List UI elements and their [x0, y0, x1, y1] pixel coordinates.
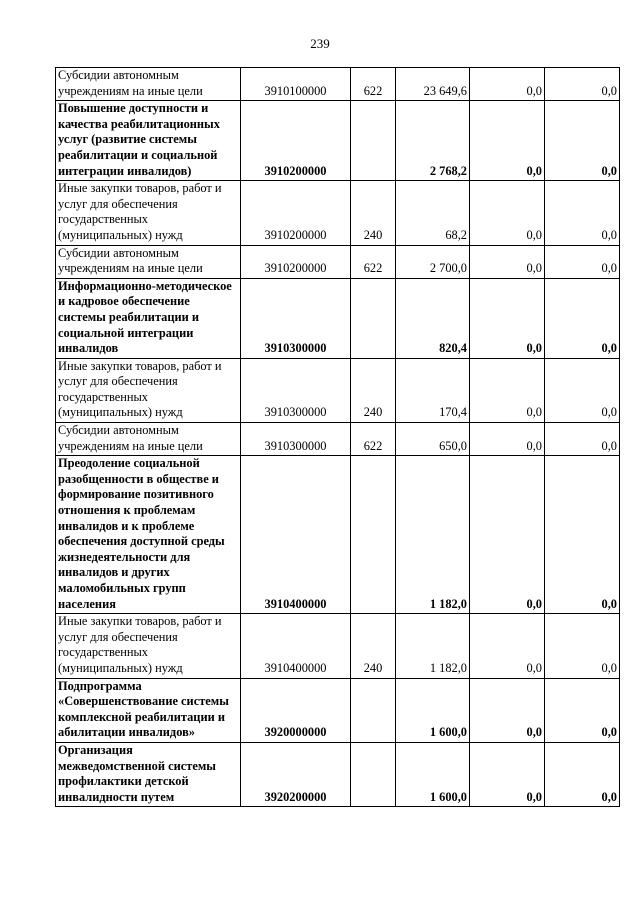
row-value-3: 0,0	[545, 278, 620, 358]
budget-table-body	[56, 68, 620, 807]
row-code: 3910400000	[241, 456, 351, 614]
row-value-2: 0,0	[470, 358, 545, 422]
table-row	[56, 181, 620, 245]
row-value-1: 68,2	[396, 181, 470, 245]
row-code: 3910100000	[241, 68, 351, 101]
row-value-3: 0,0	[545, 181, 620, 245]
row-value-1: 23 649,6	[396, 68, 470, 101]
row-value-2: 0,0	[470, 101, 545, 181]
row-value-3: 0,0	[545, 678, 620, 742]
row-value-1: 820,4	[396, 278, 470, 358]
row-value-1: 650,0	[396, 423, 470, 456]
row-name: Повышение доступности и качества реабилитационных услуг (развитие системы реабилитации и социальной интеграции инвалидов)	[56, 101, 241, 181]
row-expense-kind: 622	[351, 423, 396, 456]
row-value-3: 0,0	[545, 614, 620, 678]
row-value-1: 2 768,2	[396, 101, 470, 181]
row-value-1: 170,4	[396, 358, 470, 422]
row-code: 3910300000	[241, 358, 351, 422]
table-row	[56, 358, 620, 422]
row-expense-kind: 240	[351, 614, 396, 678]
row-name: Субсидии автономным учреждениям на иные цели	[56, 423, 241, 456]
row-expense-kind: 240	[351, 181, 396, 245]
row-code: 3910200000	[241, 101, 351, 181]
table-row	[56, 742, 620, 806]
row-name: Организация межведомственной системы профилактики детской инвалидности путем	[56, 742, 241, 806]
row-name: Иные закупки товаров, работ и услуг для обеспечения государственных (муниципальных) нужд	[56, 181, 241, 245]
table-row	[56, 456, 620, 614]
page-number: 239	[310, 36, 330, 51]
row-expense-kind: 622	[351, 245, 396, 278]
row-code: 3910300000	[241, 278, 351, 358]
row-value-2: 0,0	[470, 614, 545, 678]
row-value-3: 0,0	[545, 245, 620, 278]
row-code: 3910200000	[241, 181, 351, 245]
table-row	[56, 278, 620, 358]
row-value-3: 0,0	[545, 358, 620, 422]
row-value-2: 0,0	[470, 423, 545, 456]
row-name: Субсидии автономным учреждениям на иные цели	[56, 68, 241, 101]
row-name: Подпрограмма «Совершенствование системы комплексной реабилитации и абилитации инвалидов»	[56, 678, 241, 742]
table-row	[56, 68, 620, 101]
row-value-1: 2 700,0	[396, 245, 470, 278]
row-expense-kind	[351, 101, 396, 181]
row-value-3: 0,0	[545, 101, 620, 181]
row-value-2: 0,0	[470, 68, 545, 101]
row-name: Иные закупки товаров, работ и услуг для обеспечения государственных (муниципальных) нужд	[56, 614, 241, 678]
row-expense-kind	[351, 742, 396, 806]
row-expense-kind	[351, 278, 396, 358]
row-value-3: 0,0	[545, 456, 620, 614]
table-row	[56, 614, 620, 678]
row-value-3: 0,0	[545, 742, 620, 806]
row-expense-kind: 622	[351, 68, 396, 101]
row-code: 3910300000	[241, 423, 351, 456]
row-value-3: 0,0	[545, 68, 620, 101]
table-row	[56, 101, 620, 181]
row-name: Преодоление социальной разобщенности в обществе и формирование позитивного отношения к проблемам инвалидов и к проблеме обеспечения доступной среды жизнедеятельности для инвалидов и других маломобильных групп населения	[56, 456, 241, 614]
row-value-2: 0,0	[470, 181, 545, 245]
budget-table	[55, 67, 620, 807]
table-row	[56, 423, 620, 456]
row-expense-kind	[351, 678, 396, 742]
row-name: Информационно-методическое и кадровое обеспечение системы реабилитации и социальной интеграции инвалидов	[56, 278, 241, 358]
row-value-3: 0,0	[545, 423, 620, 456]
table-row	[56, 678, 620, 742]
row-code: 3920000000	[241, 678, 351, 742]
row-value-2: 0,0	[470, 245, 545, 278]
row-expense-kind: 240	[351, 358, 396, 422]
row-value-1: 1 600,0	[396, 678, 470, 742]
row-code: 3920200000	[241, 742, 351, 806]
row-value-1: 1 600,0	[396, 742, 470, 806]
row-expense-kind	[351, 456, 396, 614]
row-name: Субсидии автономным учреждениям на иные цели	[56, 245, 241, 278]
row-value-2: 0,0	[470, 456, 545, 614]
row-value-1: 1 182,0	[396, 614, 470, 678]
row-name: Иные закупки товаров, работ и услуг для обеспечения государственных (муниципальных) нужд	[56, 358, 241, 422]
table-row	[56, 245, 620, 278]
row-value-2: 0,0	[470, 678, 545, 742]
row-value-1: 1 182,0	[396, 456, 470, 614]
row-value-2: 0,0	[470, 742, 545, 806]
row-code: 3910200000	[241, 245, 351, 278]
row-code: 3910400000	[241, 614, 351, 678]
row-value-2: 0,0	[470, 278, 545, 358]
